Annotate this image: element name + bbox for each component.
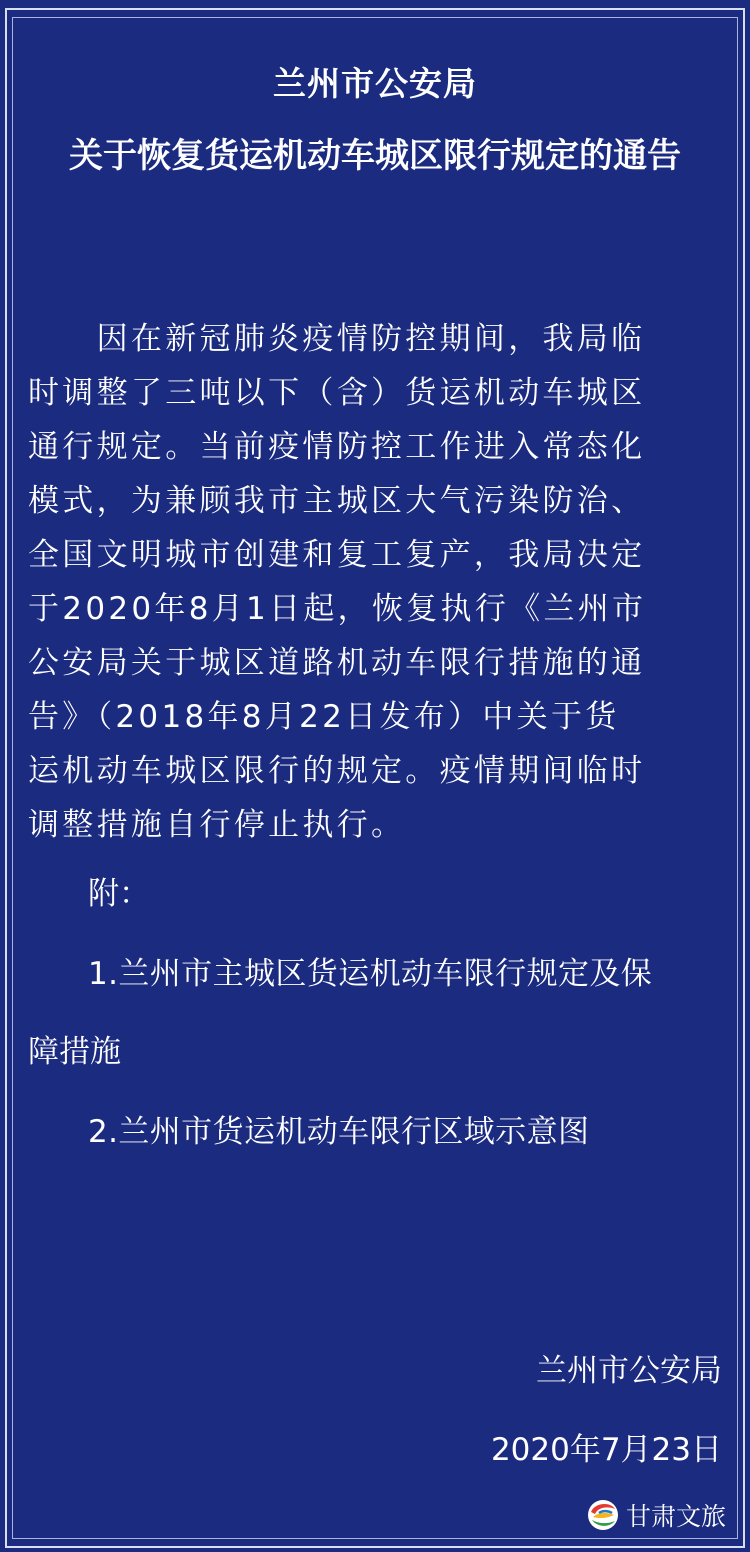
attachment-item-1: 1.兰州市主城区货运机动车限行规定及保 [88, 956, 653, 992]
notice-body [28, 312, 728, 852]
body-line: 通行规定。当前疫情防控工作进入常态化 [28, 429, 646, 465]
attachment-label: 附： [88, 876, 150, 912]
body-line: 运机动车城区限行的规定。疫情期间临时 [28, 753, 646, 789]
body-line: 告》（2018年8月22日发布）中关于货 [28, 699, 620, 735]
signature: 兰州市公安局 [536, 1353, 722, 1389]
issue-date: 2020年7月23日 [490, 1432, 722, 1468]
attachment-item-2: 2.兰州市货运机动车限行区域示意图 [88, 1114, 590, 1150]
body-line: 时调整了三吨以下（含）货运机动车城区 [28, 375, 646, 411]
attachment-item-1-continued: 障措施 [28, 1034, 121, 1070]
body-line: 调整措施自行停止执行。 [28, 807, 406, 843]
notice-title: 关于恢复货运机动车城区限行规定的通告 [69, 136, 681, 176]
watermark [586, 1497, 726, 1533]
body-line: 模式，为兼顾我市主城区大气污染防治、 [28, 483, 646, 519]
body-line: 于2020年8月1日起，恢复执行《兰州市 [28, 591, 647, 627]
issuer-title: 兰州市公安局 [273, 64, 477, 103]
watermark-text: 甘肃文旅 [626, 1502, 727, 1531]
gansu-tourism-logo-icon [586, 1498, 620, 1532]
body-line: 因在新冠肺炎疫情防控期间，我局临 [28, 321, 646, 357]
body-line: 全国文明城市创建和复工复产，我局决定 [28, 537, 646, 573]
body-line: 公安局关于城区道路机动车限行措施的通 [28, 645, 646, 681]
